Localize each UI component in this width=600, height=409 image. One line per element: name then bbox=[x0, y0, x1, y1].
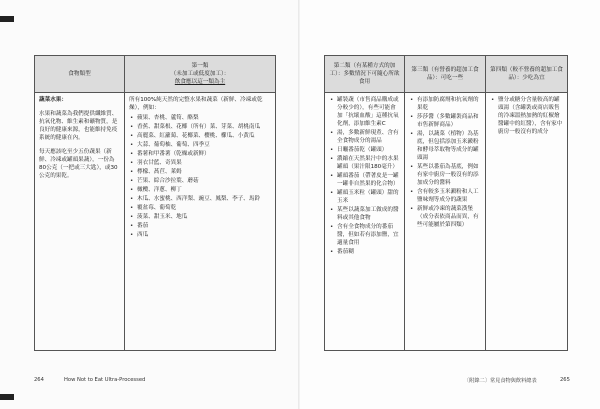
list-item: • 橄欖、洋蔥、柳丁 bbox=[137, 186, 271, 194]
header-category-1 bbox=[125, 56, 276, 93]
header-category-2: 第二類（有某種方式的加工）：多數情況下可隨心所欲食用 bbox=[325, 56, 405, 93]
list-item: • 湯，多數新鮮現煮、含有全食物成分的湯品 bbox=[337, 129, 400, 145]
list-item: • 大蒜、葡萄柚、葡萄、四季豆 bbox=[137, 141, 271, 149]
header-category-4: 第四類（較不營養的超加工食品）：少吃為宜 bbox=[486, 56, 568, 93]
list-item: • 含有全食物成分的番茄醬，但如若有添加鹽，宜適量食用 bbox=[337, 223, 400, 247]
registration-mark bbox=[0, 16, 14, 22]
row-description-2: 每天應該吃至少五份蔬果（新鮮、冷凍或罐頭果蔬），一份為80公克（一把或三大匙），或30公克的果乾。 bbox=[39, 149, 118, 179]
header-category-3: 第三類（有營養的超加工食品）：可吃一些 bbox=[405, 56, 486, 93]
footer-book-title: How Not to Eat Ultra-Processed bbox=[64, 377, 146, 383]
header-category-1-title: 第一類 bbox=[191, 63, 209, 69]
list-item: • 蘋果、杏桃、蘆筍、酪梨 bbox=[137, 114, 271, 122]
left-food-table bbox=[34, 55, 276, 351]
list-item: • 芒果、綜合沙拉葉、蘑菇 bbox=[137, 177, 271, 185]
table-row bbox=[325, 93, 568, 351]
category-3-list bbox=[409, 96, 481, 229]
list-item: • 番茄 bbox=[137, 222, 271, 230]
list-item: • 羽衣甘藍、奇異果 bbox=[137, 159, 271, 167]
header-category-1-subtitle: （未加工或低度加工）： bbox=[170, 71, 230, 77]
list-item: • 罐頭番茄（帶著皮是一罐一罐非自然果的化合物） bbox=[337, 172, 400, 188]
list-item: • 有添加防腐劑和抗氧劑的果乾 bbox=[417, 96, 481, 112]
list-item: • 菠菜、甜玉米、地瓜 bbox=[137, 213, 271, 221]
footer-page-number: 265 bbox=[560, 377, 570, 383]
list-item: • 鹽分或糖分含量較高的罐頭湯（含罐裝或商店販售的冷凍溫熱加熱的紅椒燴醬罐中的紅醬），含有家中廚房一般沒有的成分 bbox=[498, 96, 563, 136]
category-1-list bbox=[129, 114, 271, 239]
category-1-intro: 所有100%純天然的完整水果和蔬菜（新鮮、冷凍或乾燥），例如： bbox=[129, 97, 263, 111]
list-item: • 含有較多玉米澱粉和人工鹽味劑等成分的蔬果 bbox=[417, 188, 481, 204]
list-item: • 日曬番茄乾（罐頭） bbox=[337, 146, 400, 154]
list-item: • 罐裝蔬（市售商品購成或分較少的），有些可能會加「抗壞血酸」這種抗氧化劑，添加維生素C bbox=[337, 96, 400, 128]
registration-mark bbox=[0, 394, 14, 400]
list-item: • 覆盆莓、葡萄乾 bbox=[137, 204, 271, 212]
list-item: • 莎莎醬（多數罐裝商品和市售新鮮商品） bbox=[417, 113, 481, 129]
list-item: • 木瓜、水蜜桃、西洋梨、豌豆、鳳梨、李子、馬鈴 bbox=[137, 195, 271, 203]
row-description-1: 水果和蔬菜為我們提供纖維質、抗氧化物、維生素和礦物質，是良好的健康來源，也能維持免疫系統的健康在內。 bbox=[39, 111, 118, 141]
table-header-row bbox=[325, 56, 568, 93]
list-item: • 西瓜 bbox=[137, 231, 271, 239]
footer-page-number: 264 bbox=[34, 377, 44, 383]
list-item: • 濃縮在天然果汁中的水果罐頭（果汁限180毫升） bbox=[337, 155, 400, 171]
list-item: • 新鮮或冷凍的蔬菜漢堡（成分表依商品而異，有些可能屬於第四類） bbox=[417, 205, 481, 229]
category-1-cell bbox=[125, 93, 276, 351]
header-food-type: 食物類型 bbox=[35, 56, 125, 93]
list-item: • 某些以番茄為基底，例如有家中廚房一般沒有的添加成分的醬料 bbox=[417, 163, 481, 187]
list-item: • 某些以蔬菜加工做成的醬料或其他食物 bbox=[337, 206, 400, 222]
list-item: • 檸檬、萵苣、萊姆 bbox=[137, 168, 271, 176]
list-item: • 高麗菜、紅蘿蔔、花椰菜、櫻桃、櫛瓜、小黃瓜 bbox=[137, 132, 271, 140]
header-category-1-advice: 飲食應以這一類為主 bbox=[174, 79, 226, 85]
category-3-cell bbox=[405, 93, 486, 351]
list-item: • 湯，以蔬菜（植物）為基底，但包括添加玉米澱粉和酵母萃取物等成分的罐頭湯 bbox=[417, 130, 481, 162]
row-label: 蔬菜水果： bbox=[39, 97, 67, 103]
footer-appendix-title: 〔附錄二〕常見食物與飲料總表 bbox=[464, 378, 537, 384]
category-2-cell bbox=[325, 93, 405, 351]
table-row bbox=[35, 93, 276, 351]
list-item: • 番薯和甲番薯（乾燥或新鮮） bbox=[137, 150, 271, 158]
right-food-table bbox=[324, 55, 568, 351]
table-header-row bbox=[35, 56, 276, 93]
list-item: • 香蕉、甜菜根、花椰（所有）菜、芽菜、胡桃南瓜 bbox=[137, 123, 271, 131]
category-4-cell bbox=[486, 93, 568, 351]
right-page bbox=[300, 0, 600, 409]
category-4-list bbox=[490, 96, 563, 136]
food-type-cell bbox=[35, 93, 125, 351]
list-item: • 番茄糊 bbox=[337, 248, 400, 256]
list-item: • 罐頭玉米粒（罐頭）甜的玉米 bbox=[337, 189, 400, 205]
category-2-list bbox=[329, 96, 400, 256]
